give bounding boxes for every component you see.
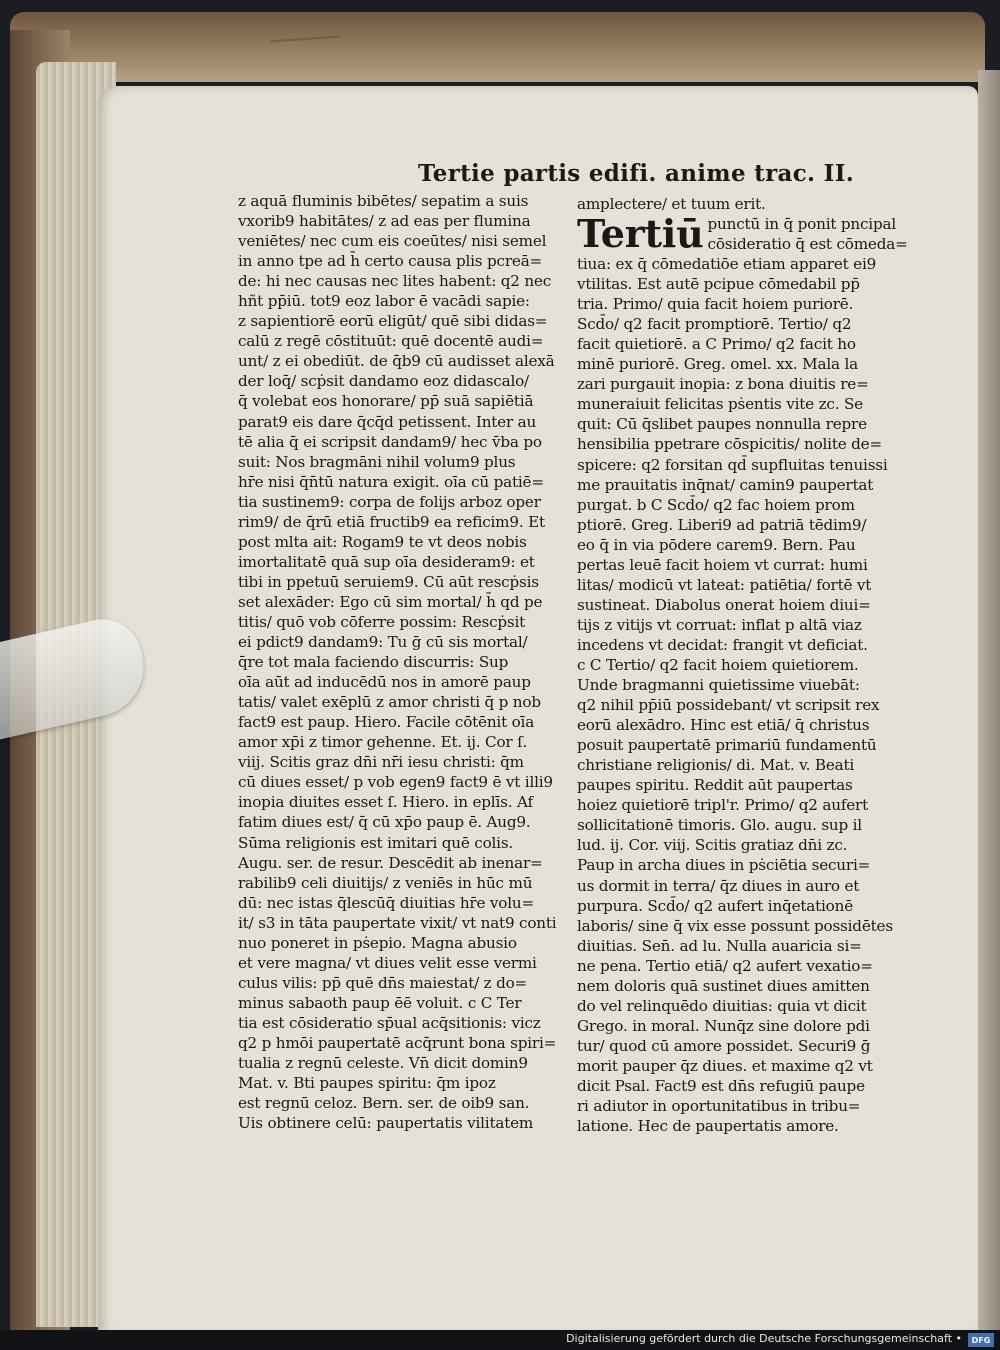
text-line: it/ s3 in tāta paupertate vixit/ vt nat9 conti xyxy=(238,913,557,932)
text-line: paupes spiritu. Reddit aūt paupertas xyxy=(577,776,853,795)
right-text-column xyxy=(577,194,908,1136)
text-line: eo q̄ in via pōdere carem9. Bern. Pau xyxy=(577,535,856,554)
text-line: purgat. b C Scd̄o/ q2 fac hoiem prom xyxy=(577,495,855,514)
text-line: hensibilia ppetrare cōspicitis/ nolite de= xyxy=(577,435,882,454)
initial-side-line: punctū in q̄ ponit pncipal xyxy=(707,215,896,234)
text-line: tia sustinem9: corpa de folijs arboz oper xyxy=(238,492,541,511)
text-line: z aquā fluminis bibētes/ sepatim a suis xyxy=(238,192,529,210)
text-line: in anno tpe ad h̄ certo causa plis pcreā= xyxy=(238,252,543,271)
initial-word: Tertiū xyxy=(577,211,704,257)
text-line: de: hi nec causas nec lites habent: q2 nec xyxy=(238,272,552,291)
text-line: diuitias. Sen̄. ad lu. Nulla auaricia si= xyxy=(577,936,862,955)
text-line: minus sabaoth paup ēē voluit. c C Ter xyxy=(238,993,522,1012)
text-line: oīa aūt ad inducēdū nos in amorē paup xyxy=(238,673,531,692)
text-line: Sūma religionis est imitari quē colis. xyxy=(238,833,514,852)
text-line: Uis obtinere celū: paupertatis vilitatem xyxy=(238,1114,534,1133)
text-line: q2 p hmōi paupertatē acq̄runt bona spiri= xyxy=(238,1033,557,1052)
initial-side-line: cōsideratio q̄ est cōmeda= xyxy=(707,235,908,254)
text-line: litas/ modicū vt lateat: patiētia/ fortē vt xyxy=(577,575,872,594)
text-line: facit quietiorē. a C Primo/ q2 facit ho xyxy=(577,335,856,354)
funding-credit: Digitalisierung gefördert durch die Deutsche Forschungsgemeinschaft • xyxy=(566,1332,962,1345)
text-line: laboris/ sine q̄ vix esse possunt possidētes xyxy=(577,916,893,935)
text-line: us dormit in terra/ q̄z diues in auro et xyxy=(577,876,860,895)
text-line: amor xp̄i z timor gehenne. Et. ij. Cor ſ. xyxy=(238,733,528,752)
text-line: do vel relinquēdo diuitias: quia vt dicit xyxy=(577,996,867,1015)
text-line: Grego. in moral. Nunq̄z sine dolore pdi xyxy=(577,1016,870,1035)
text-line: pertas leuē facit hoiem vt currat: humi xyxy=(577,555,868,574)
text-line: zari purgauit inopia: z bona diuitis re= xyxy=(577,375,869,394)
right-body-lines xyxy=(577,254,902,1136)
text-line: est regnū celoz. Bern. ser. de oib9 san. xyxy=(238,1094,530,1113)
text-line: tē alia q̄ ei scripsit dandam9/ hec v̄ba po xyxy=(238,432,542,451)
text-line: set alexāder: Ego cū sim mortal/ h̄ qd pe xyxy=(238,592,543,611)
text-line: tatis/ valet exēplū z amor christi q̄ p nob xyxy=(238,693,541,712)
text-line: hr̄e nisi q̄n̄tū natura exigit. oīa cū patiē= xyxy=(238,472,544,491)
text-line: tijs z vitijs vt corruat: inflat p altā viaz xyxy=(577,615,862,634)
initial-paragraph-start xyxy=(577,211,908,257)
text-line: tur/ quod cū amore possidet. Securi9 ḡ xyxy=(577,1036,871,1055)
text-line: c C Tertio/ q2 facit hoiem quietiorem. xyxy=(577,655,859,674)
text-line: lud. ij. Cor. viij. Scitis gratiaz dn̄i zc. xyxy=(577,836,848,855)
text-line: veniētes/ nec cum eis coeūtes/ nisi semel xyxy=(238,232,547,251)
text-line: hoiez quietiorē tripl'r. Primo/ q2 aufert xyxy=(577,796,868,815)
text-line: vtilitas. Est autē pcipue cōmedabil pp̄ xyxy=(577,275,860,294)
text-line: fatim diues est/ q̄ cū xp̄o paup ē. Aug9. xyxy=(238,813,531,832)
text-line: culus vilis: pp̄ quē dn̄s maiestat/ z do= xyxy=(238,973,528,992)
book-cover-top xyxy=(10,12,985,82)
book-cover-right xyxy=(978,70,1000,1330)
text-line: purpura. Scd̄o/ q2 aufert inq̄etationē xyxy=(577,896,853,915)
text-line: muneraiuit felicitas pṡentis vite zc. Se xyxy=(577,395,863,414)
text-line: parat9 eis dare q̄cq̄d petissent. Inter au xyxy=(238,412,537,431)
text-line: ne pena. Tertio etiā/ q2 aufert vexatio= xyxy=(577,956,873,975)
text-line: post mlta ait: Rogam9 te vt deos nobis xyxy=(238,532,527,551)
text-line: q̄re tot mala faciendo discurris: Sup xyxy=(238,653,509,672)
text-line: q2 nihil pp̄iū possidebant/ vt scripsit rex xyxy=(577,696,880,715)
text-line: posuit paupertatē primariū fundamentū xyxy=(577,736,877,755)
text-line: sustineat. Diabolus onerat hoiem diui= xyxy=(577,595,871,614)
left-text-column xyxy=(238,191,558,1133)
text-line: tiua: ex q̄ cōmedatiōe etiam apparet ei9 xyxy=(577,255,877,274)
text-line: der loq̄/ scṗsit dandamo eoz didascalo/ xyxy=(238,372,529,391)
text-line: dicit Psal. Fact9 est dn̄s refugiū paupe xyxy=(577,1076,865,1095)
text-line: unt/ z ei obediūt. de q̄b9 cū audisset alexā xyxy=(238,352,555,371)
text-line: ri adiutor in oportunitatibus in tribu= xyxy=(577,1097,861,1116)
text-line: incedens vt decidat: frangit vt deficiat. xyxy=(577,635,868,654)
text-line: tualia z regnū celeste. Vn̄ dicit domin9 xyxy=(238,1054,528,1073)
text-line: ei pdict9 dandam9: Tu ḡ cū sis mortal/ xyxy=(238,633,528,652)
text-line: rabilib9 celi diuitijs/ z veniēs in hūc mū xyxy=(238,873,533,892)
text-line: hñt pp̄iū. tot9 eoz labor ē vacādi sapie: xyxy=(238,292,530,311)
text-line: morit pauper q̄z diues. et maxime q2 vt xyxy=(577,1056,873,1075)
text-line: z sapientiorē eorū eligūt/ quē sibi didas= xyxy=(238,312,548,331)
text-line: tibi in ppetuū seruiem9. Cū aūt rescṗsis xyxy=(238,572,539,591)
text-line: et vere magna/ vt diues velit esse vermi xyxy=(238,953,537,972)
dfg-logo: DFG xyxy=(968,1333,994,1347)
text-line: sollicitationē timoris. Glo. augu. sup il xyxy=(577,816,862,835)
text-line: christiane religionis/ di. Mat. v. Beati xyxy=(577,756,855,775)
text-line: q̄ volebat eos honorare/ pp̄ suā sapiētiā xyxy=(238,392,534,411)
text-line: tia est cōsideratio sp̄ual acq̄sitionis: vicz xyxy=(238,1013,541,1032)
right-first-line: amplectere/ et tuum erit. xyxy=(577,195,766,213)
text-line: titis/ quō vob cōferre possim: Rescṗsit xyxy=(238,612,526,631)
text-line: fact9 est paup. Hiero. Facile cōtēnit oīa xyxy=(238,713,535,732)
text-line: rim9/ de q̄rū etiā fructib9 ea reficim9. Et xyxy=(238,512,545,531)
text-line: latione. Hec de paupertatis amore. xyxy=(577,1117,839,1136)
text-line: dū: nec istas q̄lescūq̄ diuitias hr̄e volu= xyxy=(238,893,534,912)
text-line: calū z regē cōstituūt: quē docentē audi= xyxy=(238,332,544,351)
text-line: imortalitatē quā sup oīa desideram9: et xyxy=(238,552,535,571)
text-line: Augu. ser. de resur. Descēdit ab inenar= xyxy=(238,853,543,872)
text-line: Unde bragmanni quietissime viuebāt: xyxy=(577,676,860,695)
text-line: nuo poneret in pṡepio. Magna abusio xyxy=(238,933,517,952)
text-line: Paup in archa diues in pṡciētia securi= xyxy=(577,856,871,875)
running-head: Tertie partis edifi. anime trac. II. xyxy=(418,160,855,187)
text-line: me prauitatis inq̄nat/ camin9 paupertat xyxy=(577,475,874,494)
text-line: inopia diuites esset ſ. Hiero. in eplīs. Af xyxy=(238,793,533,812)
text-line: viij. Scitis graz dn̄i nr̄i iesu christi: q̄m xyxy=(238,753,524,772)
text-line: quit: Cū q̄slibet paupes nonnulla repre xyxy=(577,415,867,434)
text-line: Mat. v. Bti paupes spiritu: q̄m ipoz xyxy=(238,1074,496,1093)
text-line: spicere: q2 forsitan qd̄ supfluitas tenuissi xyxy=(577,455,888,474)
text-line: minē puriorē. Greg. omel. xx. Mala la xyxy=(577,355,858,374)
text-line: cū diues esset/ p vob egen9 fact9 ē vt illi9 xyxy=(238,773,553,792)
text-line: tria. Primo/ quia facit hoiem puriorē. xyxy=(577,295,854,314)
text-line: vxorib9 habitātes/ z ad eas per flumina xyxy=(238,212,531,231)
initial-side-lines xyxy=(708,214,908,254)
text-line: ptiorē. Greg. Liberi9 ad patriā tēdim9/ xyxy=(577,515,867,534)
footer-bar xyxy=(0,1330,1000,1350)
text-line: nem doloris quā sustinet diues amitten xyxy=(577,976,870,995)
text-line: eorū alexādro. Hinc est etiā/ q̄ christus xyxy=(577,716,870,735)
text-line: Scd̄o/ q2 facit promptiorē. Tertio/ q2 xyxy=(577,315,852,334)
text-line: suit: Nos bragmāni nihil volum9 plus xyxy=(238,452,516,471)
